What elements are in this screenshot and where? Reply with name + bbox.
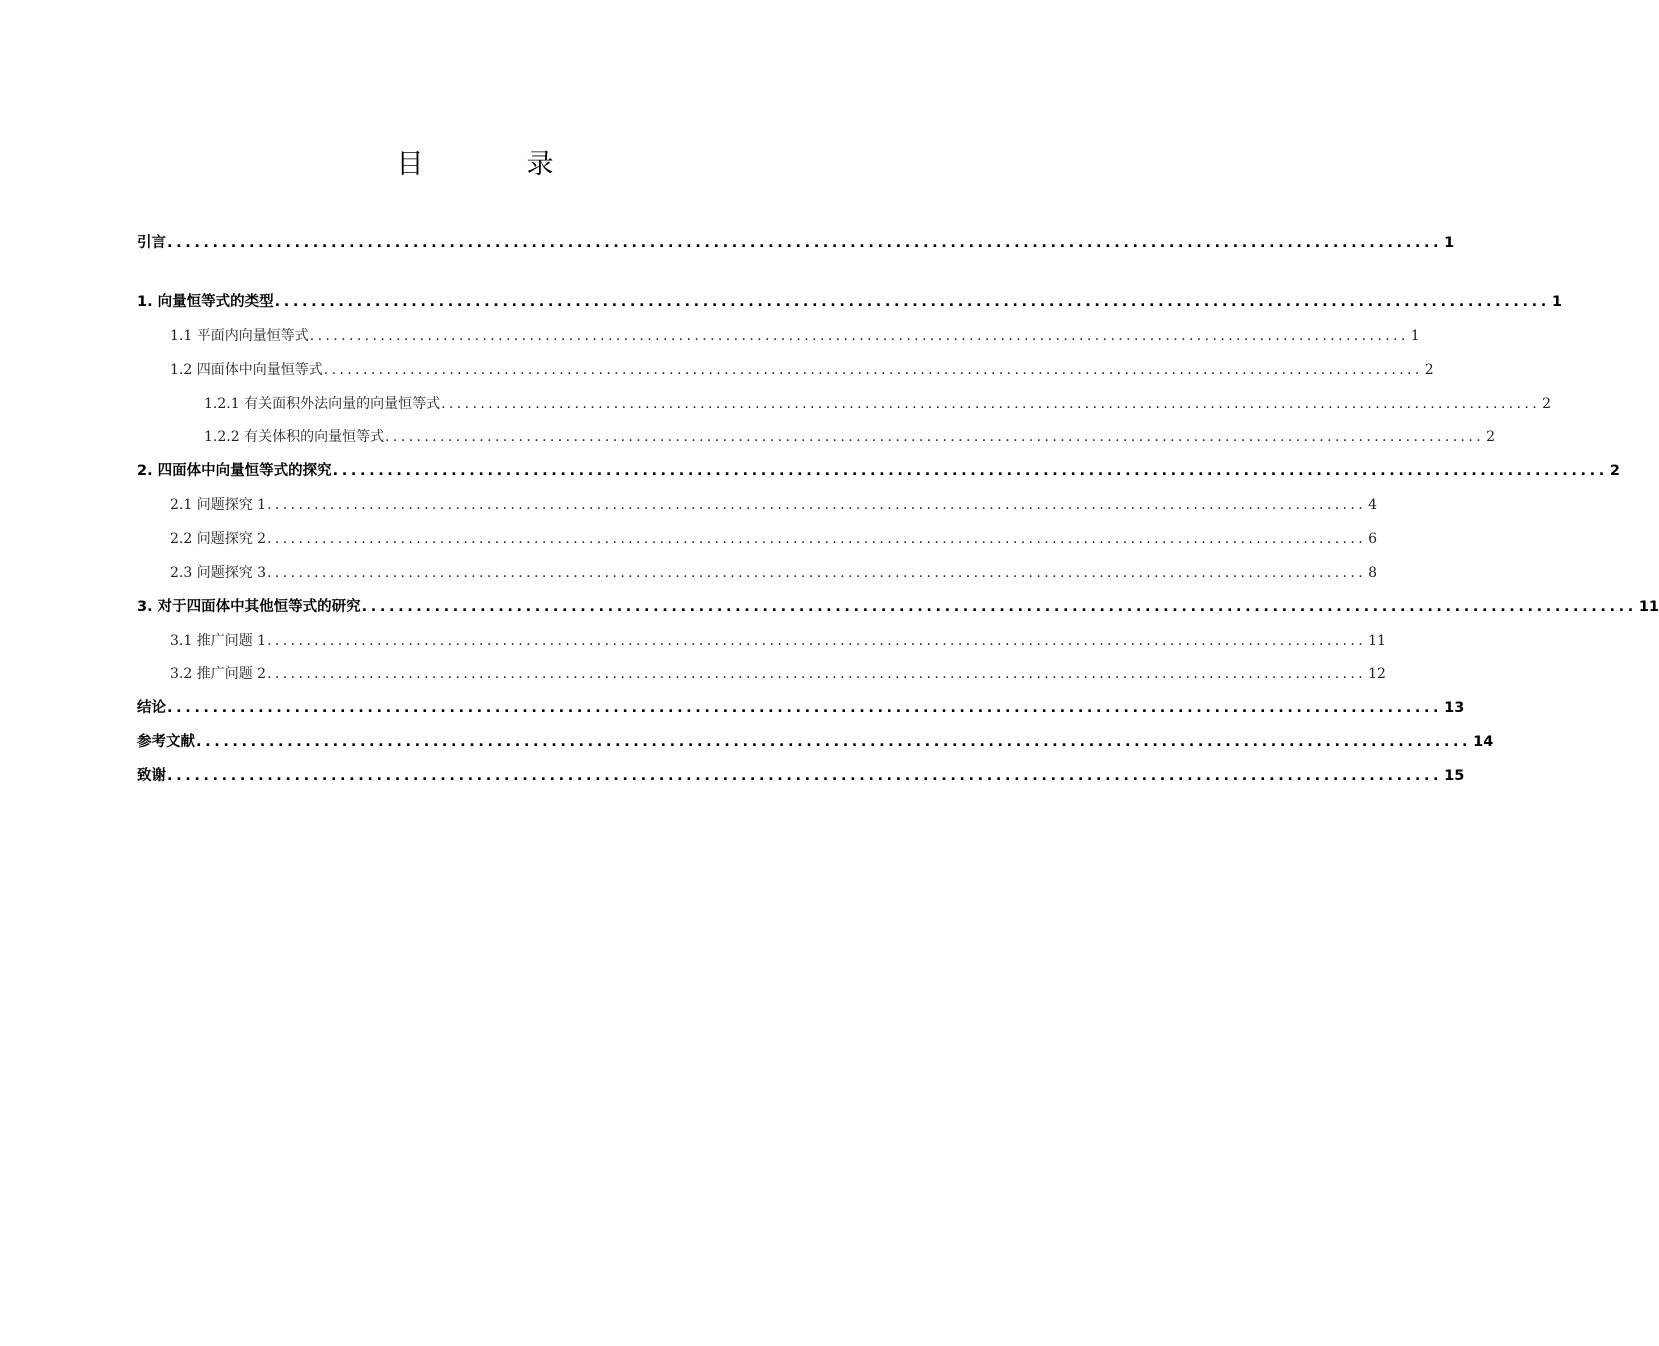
toc-leader-dots: ............................................................................................................................................ [267,666,1367,682]
toc-entry[interactable] [170,662,1386,686]
toc-entry-label: 参考文献 [137,734,195,750]
toc-entry[interactable] [137,764,1465,788]
toc-entry-page: 1 [1410,328,1420,344]
toc-leader-dots: ............................................................................................................................................ [267,565,1367,581]
toc-entry-page: 11 [1638,599,1659,615]
toc-entry-page: 12 [1368,666,1386,682]
toc-entry-label: 1.2.2 有关体积的向量恒等式 [204,429,385,445]
toc-entry-page: 6 [1368,531,1378,547]
toc-entry-page: 8 [1368,565,1378,581]
toc-entry-page: 4 [1368,497,1378,513]
toc-entry[interactable] [170,358,1434,382]
toc-entry-page: 1 [1551,294,1562,310]
toc-entry[interactable] [170,527,1378,551]
toc-entry-label: 3.1 推广问题 1 [170,633,267,649]
toc-leader-dots: ............................................................................................................................................ [385,429,1485,445]
toc-entry-label: 2.2 问题探究 2 [170,531,267,547]
toc-entry-label: 2. 四面体中向量恒等式的探究 [137,463,332,479]
toc-entry-label: 3.2 推广问题 2 [170,666,267,682]
toc-entry[interactable] [137,730,1494,754]
toc-leader-dots: ............................................................................................................................................ [323,362,1423,378]
toc-leader-dots: ............................................................................................................................................ [267,633,1367,649]
toc-entry-label: 1.2 四面体中向量恒等式 [170,362,323,378]
toc-entry-page: 14 [1473,734,1494,750]
toc-entry-page: 2 [1609,463,1620,479]
toc-entry[interactable] [137,696,1465,720]
toc-leader-dots: ............................................................................................................................................ [332,463,1608,479]
toc-entry-label: 致谢 [137,768,166,784]
toc-entry-label: 2.3 问题探究 3 [170,565,267,581]
toc-entry-page: 13 [1444,700,1465,716]
toc-leader-dots: ............................................................................................................................................ [361,599,1637,615]
toc-leader-dots: ............................................................................................................................................ [274,294,1550,310]
toc-leader-dots: ............................................................................................................................................ [167,700,1443,716]
toc-entry[interactable] [137,595,1659,619]
toc-entry-page: 15 [1444,768,1465,784]
toc-entry-label: 3. 对于四面体中其他恒等式的研究 [137,599,361,615]
toc-entry[interactable] [204,425,1496,449]
toc-entry[interactable] [170,324,1420,348]
toc-leader-dots: ............................................................................................................................................ [267,497,1367,513]
toc-entry[interactable] [137,231,1455,255]
toc-title: 目 录 [396,149,592,180]
toc-entry[interactable] [170,629,1386,653]
toc-entry-page: 1 [1444,235,1455,251]
toc-leader-dots: ............................................................................................................................................ [267,531,1367,547]
toc-entry-label: 2.1 问题探究 1 [170,497,267,513]
toc-entry-label: 1.2.1 有关面积外法向量的向量恒等式 [204,396,441,412]
toc-entry[interactable] [170,493,1378,517]
toc-leader-dots: ............................................................................................................................................ [196,734,1472,750]
toc-entry[interactable] [137,290,1562,314]
toc-entry-label: 引言 [137,235,166,251]
toc-entry[interactable] [170,561,1378,585]
toc-entry[interactable] [204,392,1552,416]
toc-leader-dots: ............................................................................................................................................ [167,235,1443,251]
toc-entry-label: 1.1 平面内向量恒等式 [170,328,309,344]
toc-entry[interactable] [137,459,1620,483]
toc-entry-label: 1. 向量恒等式的类型 [137,294,274,310]
toc-leader-dots: ............................................................................................................................................ [167,768,1443,784]
toc-entry-label: 结论 [137,700,166,716]
toc-entry-page: 2 [1486,429,1496,445]
toc-entry-page: 11 [1368,633,1386,649]
toc-leader-dots: ............................................................................................................................................ [309,328,1409,344]
toc-entry-page: 2 [1424,362,1434,378]
toc-leader-dots: ............................................................................................................................................ [441,396,1541,412]
toc-entry-page: 2 [1542,396,1552,412]
